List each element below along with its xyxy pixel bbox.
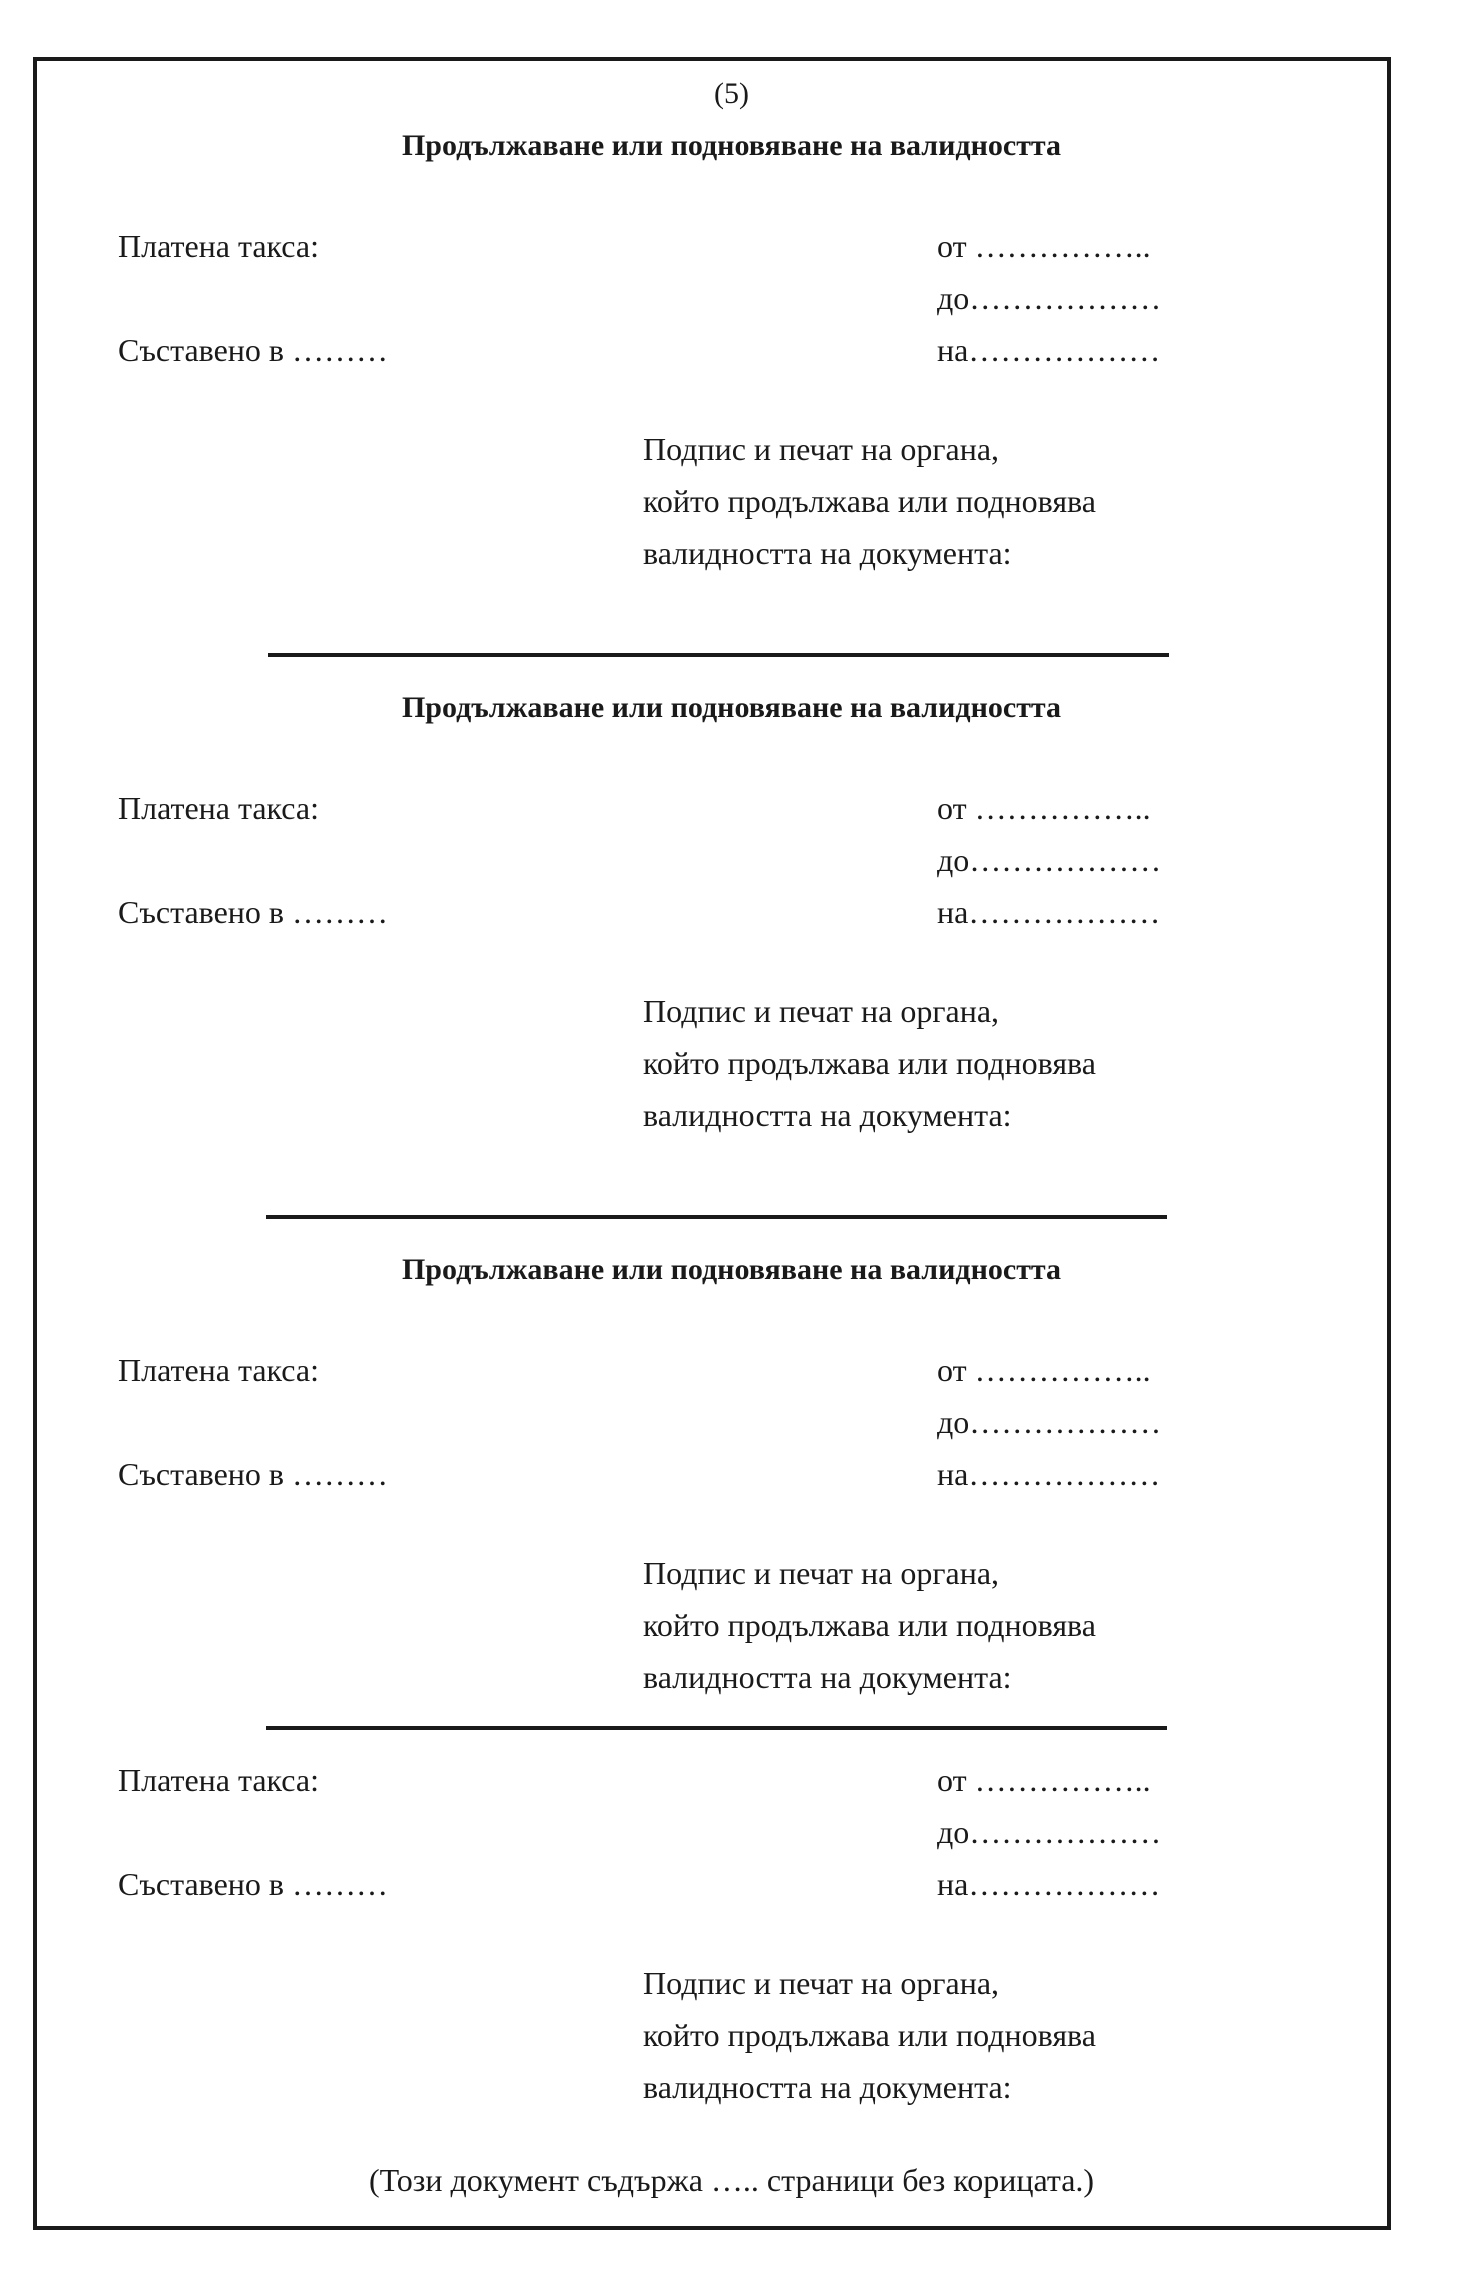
section-4-signature-line-2: който продължава или подновява <box>643 2017 1096 2053</box>
section-1-signature-line-1: Подпис и печат на органа, <box>643 431 1000 467</box>
section-4-on-field: на……………… <box>937 1866 1161 1902</box>
section-2-from-field: от …………….. <box>937 790 1151 826</box>
section-1-signature-line-3: валидността на документа: <box>643 535 1012 571</box>
section-3-on-field: на……………… <box>937 1456 1161 1492</box>
section-1-signature-line-2: който продължава или подновява <box>643 483 1096 519</box>
section-3-fee-label: Платена такса: <box>118 1352 319 1388</box>
section-divider-1 <box>268 653 1169 657</box>
page-border <box>33 57 1391 2230</box>
section-3-signature-line-1: Подпис и печат на органа, <box>643 1555 1000 1591</box>
section-1-fee-label: Платена такса: <box>118 228 319 264</box>
section-2-on-field: на……………… <box>937 894 1161 930</box>
section-4-fee-label: Платена такса: <box>118 1762 319 1798</box>
section-1-issued-field: Съставено в ……… <box>118 332 389 368</box>
section-2-signature-line-2: който продължава или подновява <box>643 1045 1096 1081</box>
section-1-heading: Продължаване или подновяване на валидността <box>401 129 1062 162</box>
section-2-to-field: до……………… <box>937 842 1162 878</box>
section-3-heading: Продължаване или подновяване на валидността <box>401 1253 1062 1286</box>
section-2-signature-line-3: валидността на документа: <box>643 1097 1012 1133</box>
section-4-issued-field: Съставено в ……… <box>118 1866 389 1902</box>
section-3-to-field: до……………… <box>937 1404 1162 1440</box>
section-3-issued-field: Съставено в ……… <box>118 1456 389 1492</box>
footer-page-count-note: (Този документ съдържа ….. страници без корицата.) <box>368 2162 1095 2198</box>
section-1-from-field: от …………….. <box>937 228 1151 264</box>
section-1-to-field: до……………… <box>937 280 1162 316</box>
section-2-signature-line-1: Подпис и печат на органа, <box>643 993 1000 1029</box>
section-2-heading: Продължаване или подновяване на валидността <box>401 691 1062 724</box>
section-4-signature-line-1: Подпис и печат на органа, <box>643 1965 1000 2001</box>
section-4-from-field: от …………….. <box>937 1762 1151 1798</box>
section-4-signature-line-3: валидността на документа: <box>643 2069 1012 2105</box>
section-4-to-field: до……………… <box>937 1814 1162 1850</box>
page-number: (5) <box>714 77 749 110</box>
section-3-from-field: от …………….. <box>937 1352 1151 1388</box>
section-1-on-field: на……………… <box>937 332 1161 368</box>
section-2-issued-field: Съставено в ……… <box>118 894 389 930</box>
section-3-signature-line-3: валидността на документа: <box>643 1659 1012 1695</box>
section-divider-3 <box>266 1726 1167 1730</box>
section-2-fee-label: Платена такса: <box>118 790 319 826</box>
section-3-signature-line-2: който продължава или подновява <box>643 1607 1096 1643</box>
section-divider-2 <box>266 1215 1167 1219</box>
